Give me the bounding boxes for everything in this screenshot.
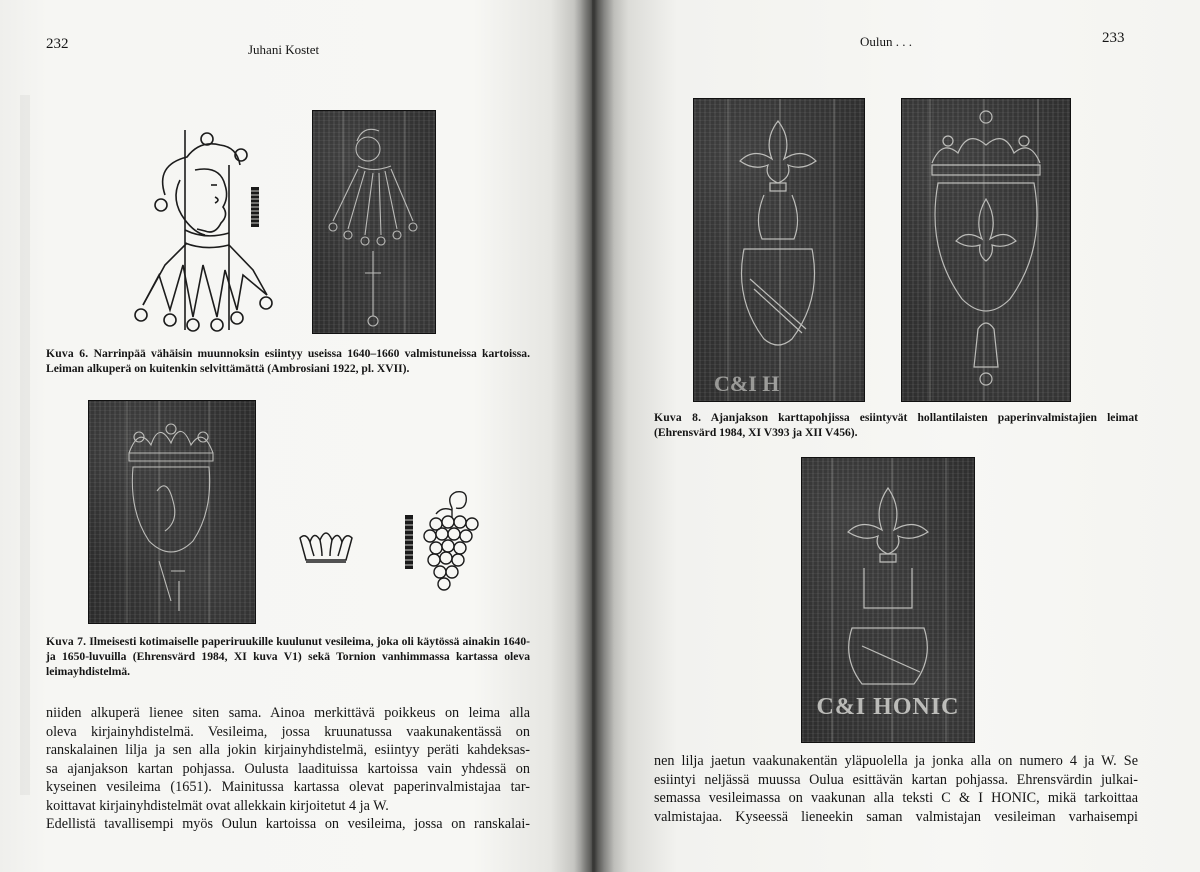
figure6-caption bbox=[46, 346, 530, 376]
figure-jester-drawing bbox=[125, 125, 285, 335]
body-line: esiintyi neljässä muussa Oulua esittävän kartan pohjassa. Ehrensvärdin julkai- bbox=[654, 771, 1138, 788]
running-head: Oulun . . . bbox=[860, 34, 912, 49]
body-line: kyseinen vesileima (1651). Mainitussa kartassa olevat paperinvalmistajaa tar- bbox=[46, 779, 530, 795]
scale-bar-icon bbox=[405, 515, 413, 569]
body-line: ranskalainen lilja ja sen alla jokin kirjainyhdistelmä, esiintyy peräti kahdeksas- bbox=[46, 742, 530, 758]
body-line: Edellistä tavallisempi myös Oulun kartoissa on vesileima, jossa on ranskalai- bbox=[46, 816, 530, 832]
figure8-caption bbox=[654, 410, 1138, 440]
figure-crowned-lily-watermark-photo bbox=[901, 98, 1071, 402]
body-line: sa ajanjakson kartan pohjassa. Oulusta laadituissa kartoissa vain yhdessä on bbox=[46, 760, 530, 777]
figure8-caption-lead: Kuva 8. bbox=[654, 411, 702, 424]
figure6-caption-text: Narrinpää vähäisin muunnoksin esiintyy useissa 1640–1660 valmistuneissa kartoissa. Leiman alkuperä on kuitenkin selvittämättä (Ambrosiani 1922, pl. XVII). bbox=[46, 347, 530, 375]
body-line: valmistajaa. Kyseessä lieneekin saman valmistajan vesileiman varhaisempi bbox=[654, 808, 1138, 825]
figure-crowned-shield-watermark-photo bbox=[88, 400, 256, 624]
figure-grapes-drawing bbox=[416, 488, 486, 600]
body-line: koittavat kirjainyhdistelmät ovat allekkain kirjoitetut 4 ja W. bbox=[46, 797, 389, 814]
left-body-text bbox=[46, 704, 530, 834]
figure7-caption-text: Ilmeisesti kotimaiselle paperiruukille kuulunut vesileima, joka oli käytössä ainakin 1640- ja 1650-luvuilla (Ehrensvärd 1984, XI kuva V1) sekä Tornion vanhimmassa kartassa oleva leimayhdistelmä. bbox=[46, 635, 530, 678]
figure8-caption-text: Ajanjakson karttapohjissa esiintyvät hollantilaisten paperinvalmistajien leimat (Ehrensvärd 1984, XI V393 ja XII V456). bbox=[654, 411, 1138, 439]
left-page bbox=[0, 0, 592, 872]
figure6-caption-lead: Kuva 6. bbox=[46, 347, 89, 360]
body-line: nen lilja jaetun vaakunakentän yläpuolella ja jonka alla on numero 4 ja W. Se bbox=[654, 753, 1138, 769]
figure-crown-drawing bbox=[296, 524, 356, 568]
right-body-text bbox=[654, 752, 1138, 826]
body-line: oleva kirjainyhdistelmä. Vesileima, jossa kruunatussa vaakunakentässä on bbox=[46, 723, 530, 740]
figure-jester-watermark-photo bbox=[312, 110, 436, 334]
body-line: semassa vesileimassa on vaakunan alla teksti C & I HONIC, mikä tarkoittaa bbox=[654, 790, 1138, 806]
figure7-caption bbox=[46, 634, 530, 679]
running-head: Juhani Kostet bbox=[248, 42, 320, 57]
page-number: 232 bbox=[46, 36, 69, 52]
right-page bbox=[592, 0, 1200, 872]
watermark-text: C&I HONIC bbox=[816, 694, 960, 720]
figure-fleur-de-lis-watermark-photo bbox=[693, 98, 865, 402]
page-number: 233 bbox=[1102, 30, 1125, 46]
svg-text:C&I H: C&I H bbox=[714, 371, 780, 396]
body-line: niiden alkuperä lienee siten sama. Ainoa merkittävä poikkeus on leima alla bbox=[46, 705, 530, 721]
figure-honic-watermark-photo bbox=[801, 457, 975, 743]
figure7-caption-lead: Kuva 7. bbox=[46, 635, 87, 648]
